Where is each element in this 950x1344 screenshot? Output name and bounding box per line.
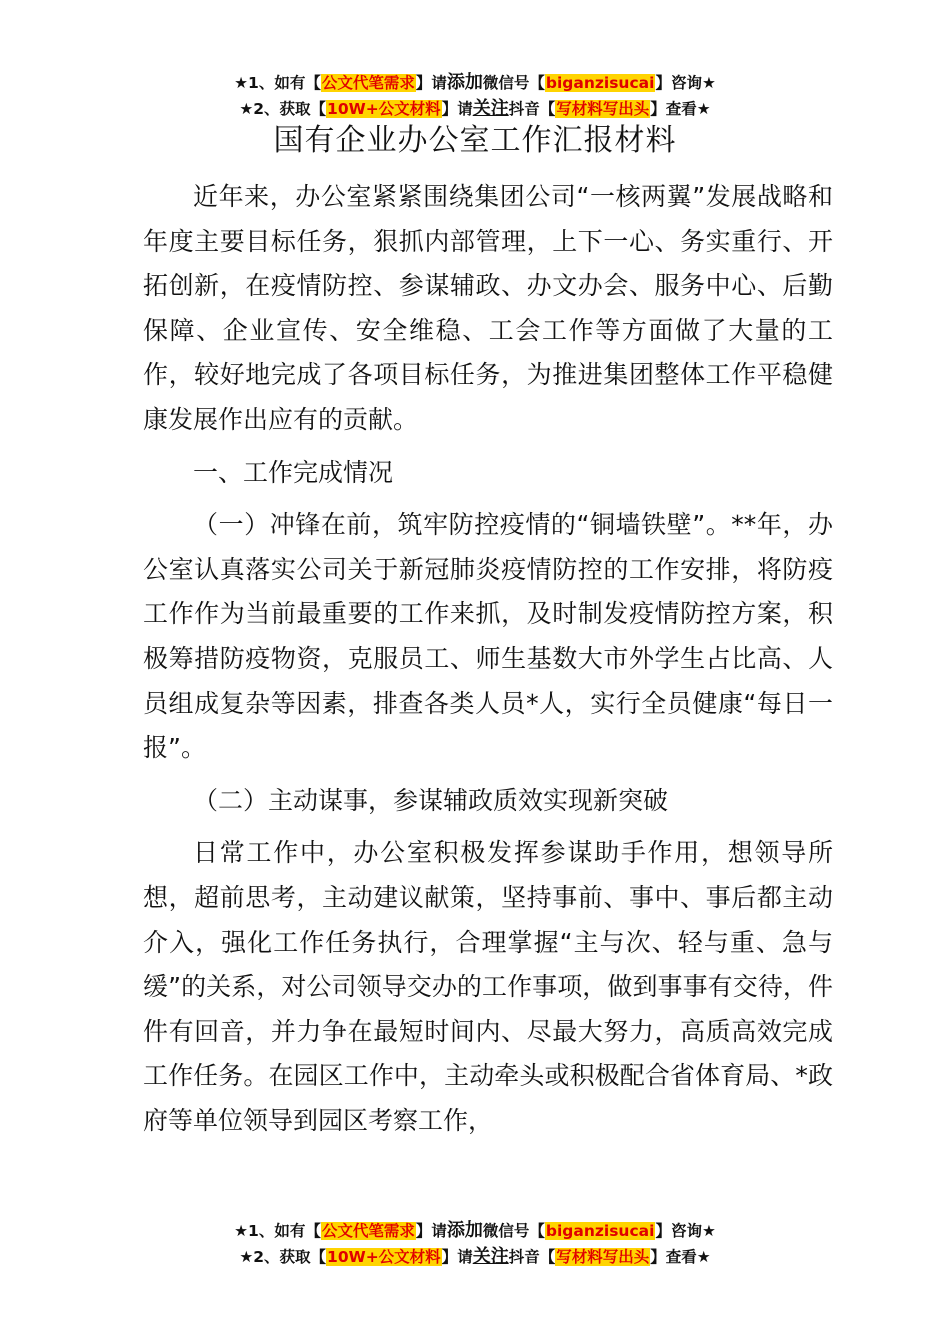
promo-emphasis: 添加 [446, 1220, 483, 1241]
promo-text: ★1、如有【 [234, 74, 321, 92]
promo-emphasis: 关注 [472, 1246, 509, 1267]
promo-wechat-id: biganzisucai [545, 74, 655, 92]
promo-text: ★2、获取【 [239, 1248, 327, 1266]
document-title: 国有企业办公室工作汇报材料 [273, 123, 677, 158]
promo-emphasis: 关注 [472, 98, 509, 119]
promo-text: 】查看★ [650, 100, 711, 118]
promo-banner-top [0, 70, 950, 122]
section-heading: 一、工作完成情况 [193, 457, 394, 487]
subsection-heading: （二）主动谋事，参谋辅政质效实现新突破 [193, 785, 669, 815]
promo-line-1 [0, 70, 950, 96]
promo-banner-bottom [0, 1218, 950, 1270]
document-body [143, 175, 833, 1143]
paragraph-daily-work: 日常工作中，办公室积极发挥参谋助手作用，想领导所想，超前思考，主动建议献策，坚持事前、事中、事后都主动介入，强化工作任务执行，合理掌握“主与次、轻与重、急与缓”的关系，对公司领导交办的工作事项，做到事事有交待，件件有回音，并力争在最短时间内、尽最大努力，高质高效完成工作任务。在园区工作中，主动牵头或积极配合省体育局、*政府等单位领导到园区考察工作， [143, 838, 833, 1135]
promo-douyin-id: 写材料写出头 [556, 1248, 650, 1266]
promo-text: 】查看★ [650, 1248, 711, 1266]
promo-text: 抖音【 [508, 1248, 556, 1266]
promo-line-2 [0, 1244, 950, 1270]
promo-text: 抖音【 [508, 100, 556, 118]
paragraph-epidemic: （一）冲锋在前，筑牢防控疫情的“铜墙铁壁”。**年，办公室认真落实公司关于新冠肺炎疫情防控的工作安排，将防疫工作作为当前最重要的工作来抓，及时制发疫情防控方案，积极筹措防疫物资，克服员工、师生基数大市外学生占比高、人员组成复杂等因素，排查各类人员*人，实行全员健康“每日一报”。 [143, 510, 833, 763]
promo-highlight: 公文代笔需求 [321, 74, 415, 92]
promo-text: 】请 [415, 1222, 447, 1240]
promo-line-1 [0, 1218, 950, 1244]
promo-text: 】请 [441, 100, 473, 118]
paragraph-intro: 近年来，办公室紧紧围绕集团公司“一核两翼”发展战略和年度主要目标任务，狠抓内部管理，上下一心、务实重行、开拓创新，在疫情防控、参谋辅政、办文办会、服务中心、后勤保障、企业宣传、安全维稳、工会工作等方面做了大量的工作，较好地完成了各项目标任务，为推进集团整体工作平稳健康发展作出应有的贡献。 [143, 182, 833, 434]
promo-douyin-id: 写材料写出头 [556, 100, 650, 118]
promo-text: 微信号【 [482, 74, 545, 92]
promo-text: 】请 [415, 74, 447, 92]
promo-highlight: 公文代笔需求 [321, 1222, 415, 1240]
promo-emphasis: 添加 [446, 72, 483, 93]
promo-text: 】请 [441, 1248, 473, 1266]
promo-text: ★2、获取【 [239, 100, 327, 118]
promo-highlight: 10W+公文材料 [327, 1248, 441, 1266]
promo-text: 】咨询★ [655, 74, 716, 92]
promo-text: ★1、如有【 [234, 1222, 321, 1240]
promo-text: 】咨询★ [655, 1222, 716, 1240]
promo-highlight: 10W+公文材料 [327, 100, 441, 118]
promo-wechat-id: biganzisucai [545, 1222, 655, 1240]
promo-text: 微信号【 [482, 1222, 545, 1240]
